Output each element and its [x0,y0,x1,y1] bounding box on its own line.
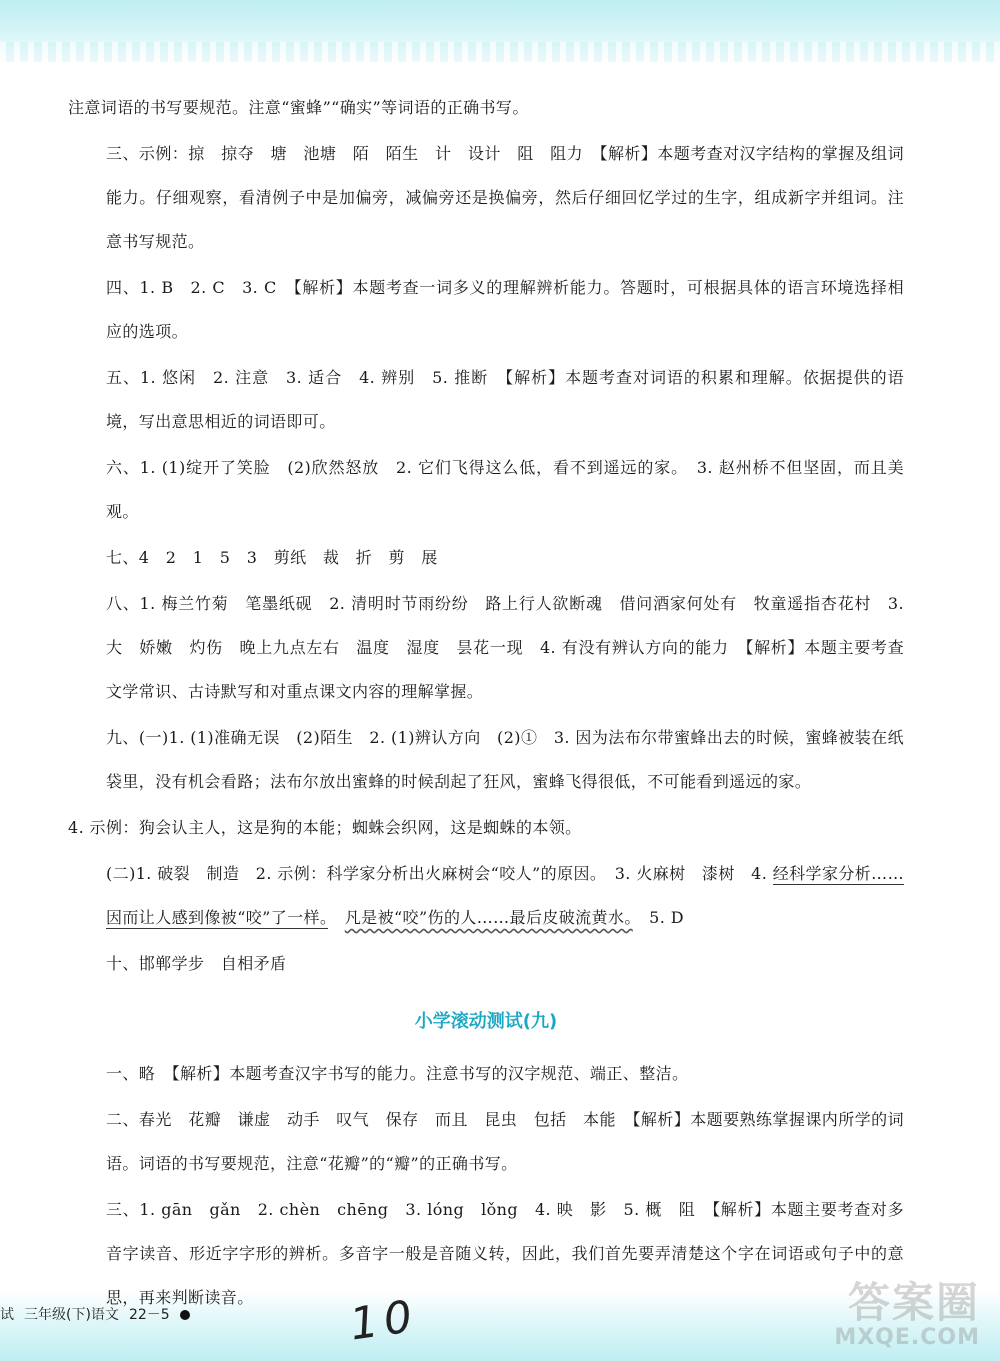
answer-paragraph: 八、1. 梅兰竹菊 笔墨纸砚 2. 清明时节雨纷纷 路上行人欲断魂 借问酒家何处有 牧童遥指杏花村 3. 大 娇嫩 灼伤 晚上九点左右 温度 湿度 昙花一现 4. 有没有辨认方向的能力 【解析】本题主要考查文学常识、古诗默写和对重点课文内容的理解掌握。 [106,594,904,701]
answer-content [68,86,904,1322]
watermark-main: 答案圈 [847,1278,980,1327]
answer-paragraph-er [68,852,904,940]
answer-paragraph: 四、1. B 2. C 3. C 【解析】本题考查一词多义的理解辨析能力。答题时，可根据具体的语言环境选择相应的选项。 [106,278,904,341]
footer-left-text: 试 [0,1307,14,1323]
er-lead: (二)1. 破裂 制造 2. 示例：科学家分析出火麻树会“咬人”的原因。 3. 火麻树 漆树 4. [106,864,773,883]
section-title: 小学滚动测试(九) [414,1011,558,1032]
handwritten-number: 10 [346,1290,422,1351]
answer-paragraph: 三、示例：掠 掠夺 塘 池塘 陌 陌生 计 设计 阻 阻力 【解析】本题考查对汉字结构的掌握及组词能力。仔细观察，看清例子中是加偏旁，减偏旁还是换偏旁，然后仔细回忆学过的生字，组成新字并组词。注意书写规范。 [106,144,904,251]
answer-paragraph: 五、1. 悠闲 2. 注意 3. 适合 4. 辨别 5. 推断 【解析】本题考查对词语的积累和理解。依据提供的语境，写出意思相近的词语即可。 [106,368,904,431]
footer-grade: 三年级(下)语文 [24,1307,119,1323]
wavy-underlined-answer: 凡是被“咬”伤的人……最后皮破流黄水。 [344,908,633,927]
footer-page-number: 22－5 [128,1307,170,1323]
page-footer [0,1300,200,1330]
er-tail: 5. D [632,908,684,927]
answer-paragraph: 注意词语的书写要规范。注意“蜜蜂”“确实”等词语的正确书写。 [68,98,529,117]
gap [328,908,344,927]
answer-paragraph: 七、4 2 1 5 3 剪纸 裁 折 剪 展 [106,548,438,567]
watermark-logo [780,1280,980,1355]
watermark-sub: MXQE.COM [834,1325,980,1350]
answer-paragraph: 六、1. (1)绽开了笑脸 (2)欣然怒放 2. 它们飞得这么低，看不到遥远的家。 3. 赵州桥不但坚固，而且美观。 [106,458,904,521]
footer-dot-icon [180,1310,190,1320]
answer-paragraph: 4. 示例：狗会认主人，这是狗的本能；蜘蛛会织网，这是蜘蛛的本领。 [68,818,582,837]
answer-paragraph: 一、略 【解析】本题考查汉字书写的能力。注意书写的汉字规范、端正、整洁。 [106,1064,689,1083]
top-decorative-band [0,0,1000,62]
answer-paragraph: 九、(一)1. (1)准确无误 (2)陌生 2. (1)辨认方向 (2)① 3. 因为法布尔带蜜蜂出去的时候，蜜蜂被装在纸袋里，没有机会看路；法布尔放出蜜蜂的时候刮起了狂风，蜜蜂飞得很低，不可能看到遥远的家。 [106,728,904,791]
answer-paragraph: 三、1. gān gǎn 2. chèn chēng 3. lóng lǒng 4. 映 影 5. 概 阻 【解析】本题主要考查对多音字读音、形近字字形的辨析。多音字一般是音随义转，因此，我们首先要弄清楚这个字在词语或句子中的意思，再来判断读音。 [106,1200,904,1307]
answer-paragraph: 十、邯郸学步 自相矛盾 [106,954,287,973]
underlined-answer: 经科学家分析……因而让人感到像被“咬”了一样。 [106,864,904,927]
answer-paragraph: 二、春光 花瓣 谦虚 动手 叹气 保存 而且 昆虫 包括 本能 【解析】本题要熟练掌握课内所学的词语。词语的书写要规范，注意“花瓣”的“瓣”的正确书写。 [106,1110,904,1173]
